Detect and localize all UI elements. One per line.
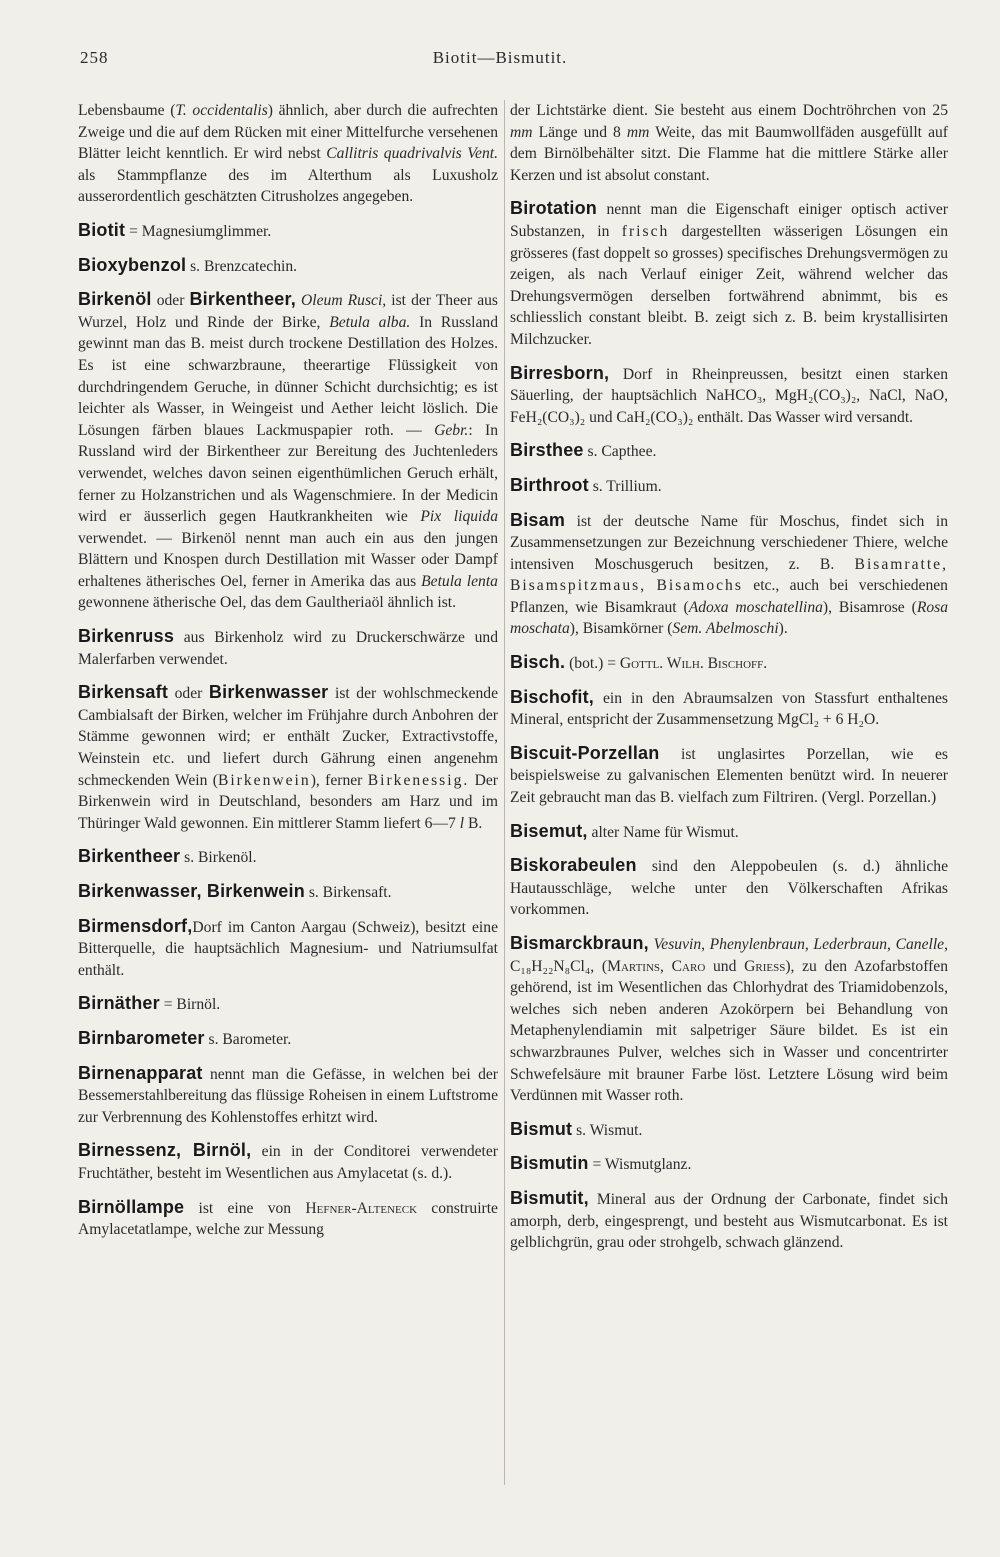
italic-text: Pix liquida xyxy=(420,508,498,526)
entry-text: nennt man die Gefässe, in welchen bei der Bessemerstahlbereitung das flüssige Roheisen in einem Luftstrome zur Verbrennung des Kohlenstoffes erhitzt wird. xyxy=(78,1065,498,1126)
italic-text: l xyxy=(459,814,465,832)
entry-bismut xyxy=(510,1119,948,1142)
headword: Birresborn, xyxy=(510,362,610,383)
entry-text: = Wismutglanz. xyxy=(588,1156,692,1174)
entry-text: Länge und 8 xyxy=(532,123,627,141)
italic-text: Betula alba. xyxy=(329,313,411,331)
entry-text: Dorf im Canton Aargau (Schweiz), besitzt eine Bitterquelle, die hauptsächlich Magnesium- und Natriumsulfat enthält. xyxy=(78,918,498,979)
entry-birotation xyxy=(510,198,948,350)
italic-text: T. occidentalis xyxy=(175,102,268,119)
headword: Birnbarometer xyxy=(78,1027,205,1048)
entry-birsthee xyxy=(510,440,948,463)
headword: Bischofit, xyxy=(510,686,595,707)
entry-text: ). xyxy=(778,620,788,638)
left-column xyxy=(78,100,498,1253)
entry-biscuit xyxy=(510,743,948,809)
italic-text: Sem. Abelmoschi xyxy=(672,620,779,638)
italic-text: Vesuvin, Phenylenbraun, Lederbraun, Canelle, xyxy=(653,936,948,953)
entry-birkenwasser xyxy=(78,881,498,904)
entry-text: etc., auch bei verschiedenen Pflanzen, wie Bisamkraut ( xyxy=(510,577,948,616)
italic-text: Adoxa moschatellina xyxy=(688,598,823,616)
entry-birnessenz xyxy=(78,1140,498,1184)
headword: Biotit xyxy=(78,219,126,240)
page-header xyxy=(80,48,920,74)
headword: Birnöllampe xyxy=(78,1196,185,1217)
italic-text: Rosa moschata xyxy=(510,598,948,638)
headword: Bismarckbraun, xyxy=(510,933,649,953)
spaced-text: Birkenessig. xyxy=(367,771,470,789)
author-name: Griess xyxy=(744,957,786,975)
entry-birresborn xyxy=(510,363,948,429)
entry-text: nennt man die Eigenschaft einiger optisch activer Substanzen, in xyxy=(510,201,948,240)
entry-text: C₁₈H₂₂N₈Cl₄, ( xyxy=(510,957,608,975)
entry-bismutin xyxy=(510,1153,948,1176)
author-name: Hefner-Alteneck xyxy=(305,1199,418,1217)
headword: Birkenwasser, Birkenwein xyxy=(78,881,305,901)
italic-text: mm xyxy=(626,123,650,141)
headword: Bioxybenzol xyxy=(78,254,187,275)
entry-birthroot xyxy=(510,475,948,498)
entry-text: In Russland gewinnt man das B. meist durch trockene Destillation des Holzes. Es ist eine schwarzbraune, theerartige Flüssigkeit von durchdringendem Geruche, in dünner Schicht durchsichtig; es ist leichter als Wasser, in Weingeist und Aether leicht löslich. Die Lösungen färben blaues Lackmuspapier roth. — xyxy=(78,313,499,439)
entry-text: s. Brenzcatechin. xyxy=(186,257,298,275)
entry-birkentheer xyxy=(78,846,498,869)
entry-birkenoel xyxy=(78,289,498,614)
entry-text: ein in den Abraumsalzen von Stassfurt enthaltenes Mineral, entspricht der Zusammensetzung MgCl₂ + 6 H₂O. xyxy=(510,689,948,729)
headword: Birkensaft xyxy=(78,682,169,703)
entry-text: ist eine von xyxy=(184,1199,306,1217)
entry-text: sind den Aleppobeulen (s. d.) ähnliche Hautausschläge, welche unter den Völkerschaften Afrikas vorkommen. xyxy=(510,858,948,919)
headword: Biscuit-Porzellan xyxy=(510,742,660,763)
headword: Birnenapparat xyxy=(78,1062,203,1083)
entry-text: ), ferner xyxy=(310,771,368,789)
entry-text: : In Russland wird der Birkentheer zur Bereitung des Juchtenleders verwendet, welches davon seinen eigenthümlichen Geruch erhält, ferner zu Holzanstrichen und als Wagenschmiere. In der Medicin wird er äusserlich gegen Hautkrankheiten wie xyxy=(78,421,498,526)
entry-text: construirte Amylacetatlampe, welche zur Messung xyxy=(78,1199,498,1239)
entry-text: s. Birkensaft. xyxy=(304,884,392,901)
entry-text: und xyxy=(705,957,745,975)
italic-text: Callitris quadrivalvis Vent. xyxy=(326,145,498,163)
entry-text: Weite, das mit Baumwollfäden ausgefüllt auf dem Birnölbehälter sitzt. Die Flamme hat die mittlere Stärke aller Kerzen und ist absolut constant. xyxy=(510,123,948,184)
italic-text: Betula lenta xyxy=(421,572,498,590)
spaced-text: Bisamratte, xyxy=(854,555,948,573)
headword: Biskorabeulen xyxy=(510,855,637,876)
entry-text: als Stammpflanze des im Alterthum als Luxusholz ausserordentlich geschätzten Citrusholzes angegeben. xyxy=(78,166,498,206)
entry-bismutit xyxy=(510,1188,948,1254)
entry-text: ist der Theer aus Wurzel, Holz und Rinde der Birke, xyxy=(78,292,498,331)
entry-bisch xyxy=(510,652,948,675)
entry-lebensbaume xyxy=(78,100,498,208)
entry-birnbarometer xyxy=(78,1028,498,1051)
headword: Birkenruss xyxy=(78,626,175,647)
entry-biotit xyxy=(78,220,498,243)
entry-text: alter Name für Wismut. xyxy=(587,823,739,841)
entry-text: B. xyxy=(464,814,483,832)
entry-bischofit xyxy=(510,687,948,731)
headword: Birkenöl xyxy=(78,289,152,310)
headword: Bisch. xyxy=(510,652,566,673)
entry-text: Mineral aus der Ordnung der Carbonate, findet sich amorph, derb, eingesprengt, und besteht aus Wismutcarbonat. Es ist gelblichgrün, grau oder strohgelb, schwach glänzend. xyxy=(510,1190,948,1252)
entry-bioxybenzol xyxy=(78,255,498,278)
headword: Bisemut, xyxy=(510,820,588,841)
entry-text: verwendet. — Birkenöl nennt man auch ein aus den jungen Blättern und Knospen durch Destillation mit Wasser oder Dampf erhaltenes ätherisches Oel, ferner in Amerika das aus xyxy=(78,529,498,590)
entry-text: oder xyxy=(168,685,209,703)
author-name: Martins, Caro xyxy=(607,957,706,975)
headword: Birthroot xyxy=(510,474,589,495)
entry-text: ), Bisamrose ( xyxy=(822,598,917,616)
headword: Birsthee xyxy=(510,440,584,461)
entry-bisemut xyxy=(510,821,948,844)
headword: Bismutin xyxy=(510,1153,589,1174)
entry-text: ) ähnlich, aber durch die aufrechten Zweige und die auf dem Rücken mit einer Mittelfurche versehenen Blätter leicht kenntlich. Er wird nebst xyxy=(78,102,498,163)
entry-text: s. Birkenöl. xyxy=(180,849,257,867)
entry-text: ist der deutsche Name für Moschus, findet sich in Zusammensetzungen zur Bezeichnung verschiedener Thiere, welche intensiven Moschusgeruch besitzen, z. B. xyxy=(510,512,948,573)
entry-text: Dorf in Rheinpreussen, besitzt einen starken Säuerling, der hauptsächlich NaHCO₃, MgH₂(CO₃)₂, NaCl, NaO, FeH₂(CO₃)₂ und CaH₂(CO₃)₂ enthält. Das Wasser wird versandt. xyxy=(510,365,948,426)
entry-text: s. Barometer. xyxy=(204,1030,292,1048)
entry-birmensdorf xyxy=(78,916,498,982)
entry-birnoellampe xyxy=(78,1197,498,1241)
author-name: Gottl. Wilh. Bischoff. xyxy=(619,655,768,673)
entry-bisam xyxy=(510,510,948,641)
headword: Birkentheer, xyxy=(189,289,296,310)
entry-text: aus Birkenholz wird zu Druckerschwärze und Malerfarben verwendet. xyxy=(78,629,498,668)
headword: Birnäther xyxy=(78,993,160,1014)
entry-text xyxy=(646,577,656,594)
column-divider xyxy=(504,100,505,1485)
headword: Bismutit, xyxy=(510,1187,589,1208)
entry-text: ein in der Conditorei verwendeter Fruchtäther, besteht im Wesentlichen aus Amylacetat (s. d.). xyxy=(78,1143,498,1182)
headword: Birotation xyxy=(510,198,597,219)
entry-birnaether xyxy=(78,993,498,1016)
entry-text: s. Trillium. xyxy=(588,477,662,495)
entry-text: Der Birkenwein wird in Deutschland, besonders am Harz und im Thüringer Wald gewonnen. Ein mittlerer Stamm liefert 6—7 xyxy=(78,771,498,832)
entry-birkenruss xyxy=(78,626,498,670)
entry-text: ist der wohlschmeckende Cambialsaft der Birken, welcher im Frühjahre durch Anbohren der Stämme gewonnen wird; er enthält Zucker, Extractivstoffe, Weinstein etc. und liefert durch Gährung einen angenehm schmeckenden Wein ( xyxy=(78,685,498,789)
spaced-text: Bisamspitzmaus, xyxy=(510,577,647,595)
headword: Birmensdorf, xyxy=(78,915,193,936)
right-column xyxy=(510,100,948,1266)
entry-text: der Lichtstärke dient. Sie besteht aus einem Dochtröhrchen von 25 xyxy=(510,102,948,119)
entry-birkensaft xyxy=(78,682,498,834)
headword: Birkentheer xyxy=(78,846,181,867)
headword: Bismut xyxy=(510,1118,573,1139)
entry-biskorabeulen xyxy=(510,855,948,921)
entry-text: ist unglasirtes Porzellan, wie es beispielsweise zu galvanischen Elementen benützt wird. In neuerer Zeit gebraucht man das B. vielfach zum Filtriren. (Vergl. Porzellan.) xyxy=(510,745,948,807)
entry-text: oder xyxy=(151,292,190,310)
italic-text: Oleum Rusci, xyxy=(301,292,387,310)
italic-text: mm xyxy=(510,123,533,141)
entry-text: ), zu den Azofarbstoffen gehörend, ist im Wesentlichen das Chlorhydrat des Triamidobenzols, welches sich neben anderen Azokörpern bei Behandlung von Metaphenylendiamin mit salpetriger Säure bildet. Es ist ein schwarzbraunes Pulver, welches sich in Wasser und concentrirter Schwefelsäure mit brauner Farbe löst. Letztere Lösung wird beim Verdünnen mit Wasser roth. xyxy=(510,957,949,1105)
entry-text: s. Capthee. xyxy=(583,443,657,461)
entry-text: dargestellten wässerigen Lösungen ein grösseres (fast doppelt so grosses) specifisches Drehungsvermögen zu zeigen, als nach Verlauf einiger Zeit, während welcher das Drehungsvermögen derselben fortwährend abnimmt, bis es schliesslich constant bleibt. B. zeigt sich z. B. beim krystallisirten Milchzucker. xyxy=(510,222,948,348)
entry-text: = Magnesiumglimmer. xyxy=(125,222,272,240)
entry-text: (bot.) = xyxy=(565,655,620,673)
entry-text: s. Wismut. xyxy=(572,1121,643,1139)
spaced-text: Birkenwein xyxy=(217,771,311,789)
headword: Birkenwasser xyxy=(208,682,329,703)
headword: Birnessenz, Birnöl, xyxy=(78,1140,252,1161)
entry-text: ), Bisamkörner ( xyxy=(569,620,673,638)
italic-text: Gebr. xyxy=(434,421,469,439)
entry-bismarckbraun xyxy=(510,933,948,1107)
spaced-text: frisch xyxy=(621,222,670,240)
headword: Bisam xyxy=(510,509,566,530)
running-title: Biotit—Bismutit. xyxy=(432,48,568,67)
page-number: 258 xyxy=(80,48,109,67)
entry-text: gewonnene ätherische Oel, das dem Gaultheriaöl ähnlich ist. xyxy=(78,594,457,612)
entry-text: Lebensbaume ( xyxy=(78,102,176,119)
entry-lichtstaerke xyxy=(510,100,948,186)
entry-text: = Birnöl. xyxy=(159,996,221,1014)
entry-birnenapparat xyxy=(78,1063,498,1129)
spaced-text: Bisamochs xyxy=(656,577,743,595)
